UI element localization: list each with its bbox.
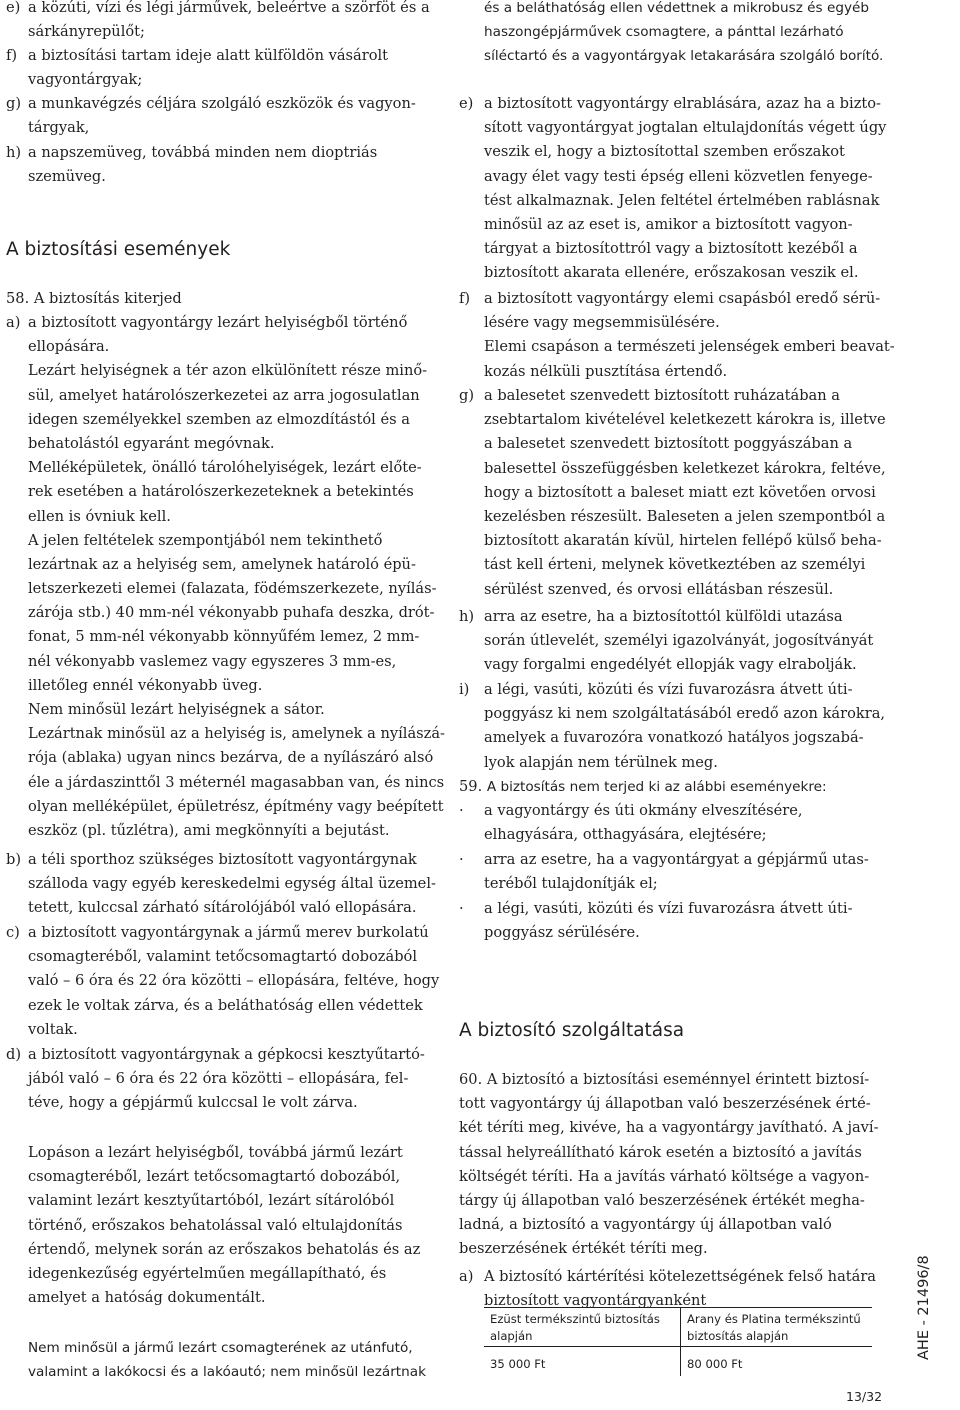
text-line: lésére vagy megsemmisülésére. (484, 314, 720, 332)
text-line: biztosított vagyontárgyanként (484, 1292, 707, 1310)
text-line: értendő, melynek során az erőszakos behatolás és az (28, 1240, 421, 1258)
item-label: g) (6, 95, 22, 112)
text-line: a munkavégzés céljára szolgáló eszközök és vagyon- (28, 95, 416, 112)
text-line: tárgyat a biztosítottról vagy a biztosított kezéből a (484, 240, 858, 258)
text-line: poggyász ki nem szolgáltatásából eredő azon károkra, (484, 705, 886, 723)
table-header-cell: Ezüst termékszintű biztosítás alapján (484, 1308, 681, 1347)
section-60 (459, 1068, 879, 1262)
text-line: Nem minősül lezárt helyiségnek a sátor. (28, 701, 325, 718)
text-line: rek esetében a határolószerkezeteknek a betekintés (28, 483, 414, 501)
text-line: amelyek a fuvarozóra vonatkozó hatályos jogszabá- (484, 729, 864, 747)
text-line: ladná, a biztosító a vagyontárgy új állapotban való (459, 1216, 832, 1234)
text-line: zárója stb.) 40 mm-nél vékonyabb puhafa deszka, drót- (28, 604, 435, 622)
text-line: eszköz (pl. tűzlétra), ami megkönnyíti a bejutást. (28, 821, 390, 839)
section-number: 59. (459, 778, 483, 795)
text-line: csomagteréből, lezárt tetőcsomagtartó dobozából, (28, 1168, 401, 1186)
text-line: Lezárt helyiségnek a tér azon elkülönített része minő- (28, 362, 428, 380)
text-line: sül, amelyet határolószerkezetei az arra jogosulatlan (28, 386, 420, 404)
text-line: idegen személyekkel szemben az elmozdítástól és a (28, 410, 410, 428)
text-line: A jelen feltételek szempontjából nem tekinthető (28, 531, 383, 549)
text-line: a biztosított vagyontárgynak a jármű merev burkolatú (28, 924, 429, 941)
text-line: amelyet a hatóság dokumentált. (28, 1289, 266, 1307)
text-line: a téli sporthoz szükséges biztosított vagyontárgynak (28, 851, 417, 868)
text-line: tott vagyontárgy új állapotban való beszerzésének érté- (459, 1095, 871, 1113)
text-line: kozás nélküli pusztítása értendő. (484, 362, 728, 380)
text-line: a biztosított vagyontárgy elrablására, azaz ha a bizto- (484, 95, 881, 112)
text-line: ezek le voltak zárva, és a beláthatóság ellen védettek (28, 996, 423, 1014)
item-label: f) (6, 47, 18, 64)
text-line: sárkányrepülőt; (28, 23, 145, 41)
continued-note (484, 0, 883, 69)
bullet-icon: · (459, 802, 464, 819)
text-line: minősül az az eset is, amikor a biztosított vagyon- (484, 215, 853, 233)
text-line: teréből tulajdonítják el; (484, 875, 658, 893)
section-heading-events: A biztosítási események (6, 239, 231, 260)
table-cell: 35 000 Ft (484, 1347, 681, 1377)
text-line: kezelésben részesült. Baleseten a jelen szempontból a (484, 507, 886, 525)
text-line: hogy a biztosított a baleset miatt ezt követően orvosi (484, 483, 876, 501)
text-line: éle a járdaszinttől 3 méternél magasabban van, és nincs (28, 773, 445, 791)
text-line: idegenkezűség egyértelműen megállapítható, és (28, 1264, 387, 1282)
text-line: poggyász sérülésére. (484, 924, 640, 942)
text-line: tárgyak, (28, 119, 90, 137)
text-line: és a beláthatóság ellen védettnek a mikrobusz és egyéb (484, 0, 869, 16)
item-label: h) (459, 608, 475, 625)
table-row (484, 1347, 872, 1377)
text-line: veszik el, hogy a biztosítottal szemben erőszakot (484, 143, 845, 161)
text-line: a biztosítási tartam ideje alatt külföldön vásárolt (28, 47, 389, 64)
text-line: nél vékonyabb vaslemez vagy egyszeres 3 mm-es, (28, 652, 397, 670)
bullet-icon: · (459, 900, 464, 917)
text-line: vagy forgalmi engedélyét ellopják vagy elrabolják. (484, 656, 857, 674)
text-line: fonat, 5 mm-nél vékonyabb könnyűfém lemez, 2 mm- (28, 628, 420, 646)
text-line: letszerkezeti elemei (falazata, födémszerkezete, nyílás- (28, 580, 437, 598)
bullet-icon: · (459, 851, 464, 868)
text-line: tést alkalmaznak. Jelen feltétel értelmében rablásnak (484, 191, 880, 209)
text-line: Melléképületek, önálló tárolóhelyiségek, lezárt előte- (28, 459, 422, 477)
theft-definition (28, 1141, 420, 1310)
document-code: AHE - 21496/8 (916, 1255, 932, 1360)
text-line: tást kell érteni, melynek következtében az személyi (484, 556, 866, 574)
item-label: h) (6, 144, 22, 161)
text-line: sérülést szenved, és orvosi ellátásban részesül. (484, 580, 834, 598)
text-line: csomagteréből, valamint tetőcsomagtartó dobozából (28, 948, 417, 966)
text-line: a vagyontárgy és úti okmány elveszítésére, (484, 802, 803, 819)
text-line: a közúti, vízi és légi járművek, beleértve a szörföt és a (28, 0, 430, 16)
text-line: szemüveg. (28, 168, 106, 186)
section-58-title (6, 287, 182, 311)
text-line: költségét téríti. Ha a javítás várható költsége a vagyon- (459, 1167, 870, 1185)
text-line: valamint a lakókocsi és a lakóautó; nem minősül lezártnak (28, 1364, 426, 1381)
text-line: behatolástól egyaránt megóvnak. (28, 434, 275, 452)
text-line: két téríti meg, kivéve, ha a vagyontárgy javítható. A javí- (459, 1119, 879, 1137)
text-line: vagyontárgyak; (28, 71, 143, 89)
text-line: tással helyreállítható károk esetén a biztosító a javítás (459, 1143, 862, 1161)
item-label: a) (6, 314, 21, 331)
text-line: sított vagyontárgyat jogtalan eltulajdonítás végett úgy (484, 119, 887, 137)
text-line: balesettel összefüggésben keletkezet károkra, feltéve, (484, 459, 886, 477)
text-line: Nem minősül a jármű lezárt csomagterének az utánfutó, (28, 1340, 413, 1356)
text-line: a biztosított vagyontárgynak a gépkocsi kesztyűtartó- (28, 1046, 425, 1063)
text-line: tárgy új állapotban való beszerzésének értékét megha- (459, 1191, 865, 1209)
section-title: A biztosítás nem terjed ki az alábbi eseményekre: (486, 779, 827, 795)
text-line: a légi, vasúti, közúti és vízi fuvarozásra átvett úti- (484, 681, 853, 698)
page-number: 13/32 (846, 1389, 883, 1404)
text-line: a biztosított vagyontárgy lezárt helyiségből történő (28, 314, 408, 331)
table-header-cell: Arany és Platina termékszintű biztosítás alapján (681, 1308, 873, 1347)
text-line: biztosított akaratán kívül, hirtelen fellépő külső beha- (484, 532, 882, 550)
text-line: síléctartó és a vagyontárgyak letakarására szolgáló borító. (484, 48, 884, 65)
text-line: szálloda vagy egyéb kereskedelmi egység által üzemel- (28, 875, 436, 893)
text-line: a biztosított vagyontárgy elemi csapásból eredő sérü- (484, 290, 881, 307)
text-line: rója (ablaka) ugyan nincs bezárva, de a nyílászáró alsó (28, 749, 434, 767)
text-line: téve, hogy a gépjármű kulccsal le volt zárva. (28, 1094, 358, 1112)
item-label: b) (6, 851, 22, 868)
item-label: c) (6, 924, 20, 941)
table-cell: 80 000 Ft (687, 1357, 743, 1371)
item-label: i) (459, 681, 470, 698)
limit-table (484, 1308, 872, 1376)
section-59-title (459, 775, 827, 799)
text-line: Lezártnak minősül az a helyiség is, amelynek a nyílászá- (28, 725, 445, 743)
text-line: során útlevelét, személyi igazolványát, jogosítványát (484, 632, 874, 650)
text-line: biztosított akarata ellenére, erőszakosan veszik el. (484, 264, 859, 282)
text-line: voltak. (28, 1020, 78, 1038)
text-line: avagy élet vagy testi épség elleni közvetlen fenyege- (484, 167, 873, 185)
exclusion-note (28, 1336, 426, 1384)
text-line: a balesetet szenvedett biztosított poggyászában a (484, 435, 853, 453)
item-label: e) (459, 95, 474, 112)
text-line: haszongépjárművek csomagtere, a pánttal lezárható (484, 24, 844, 41)
text-line: 60. A biztosító a biztosítási eseménnyel érintett biztosí- (459, 1071, 870, 1088)
text-line: olyan melléképület, épületrész, építmény vagy beépített (28, 797, 444, 815)
text-line: lyok alapján nem térülnek meg. (484, 753, 718, 771)
item-label: f) (459, 290, 471, 307)
item-label: g) (459, 387, 475, 404)
text-line: ellopására. (28, 338, 110, 356)
text-line: zsebtartalom kivételével keletkezett károkra is, illetve (484, 411, 886, 429)
text-line: arra az esetre, ha a biztosítottól külföldi utazása (484, 608, 843, 625)
text-line: a napszemüveg, továbbá minden nem dioptriás (28, 144, 378, 161)
text-line: illetőleg ennél vékonyabb üveg. (28, 676, 263, 694)
text-line: a légi, vasúti, közúti és vízi fuvarozásra átvett úti- (484, 900, 853, 917)
text-line: lezártnak az a helyiség sem, amelynek határoló épü- (28, 555, 416, 573)
text-line: a balesetet szenvedett biztosított ruházatában a (484, 387, 840, 404)
text-line: való – 6 óra és 22 óra közötti – ellopására, feltéve, hogy (28, 972, 440, 990)
text-line: A biztosító kártérítési kötelezettségének felső határa (484, 1268, 877, 1285)
text-line: beszerzésének értékét téríti meg. (459, 1240, 708, 1258)
text-line: Lopáson a lezárt helyiségből, továbbá jármű lezárt (28, 1144, 403, 1161)
table-header-row (484, 1308, 872, 1347)
section-heading-services: A biztosító szolgáltatása (459, 1020, 685, 1041)
item-label: e) (6, 0, 21, 16)
text-line: valamint lezárt kesztyűtartóból, lezárt sítárolóból (28, 1192, 395, 1210)
text-line: jából való – 6 óra és 22 óra közötti – ellopására, fel- (28, 1070, 409, 1088)
text-line: történő, erőszakos behatolással való eltulajdonítás (28, 1216, 403, 1234)
text-line: Elemi csapáson a természeti jelenségek emberi beavat- (484, 338, 895, 356)
item-label: d) (6, 1046, 22, 1063)
text-line: ellen is óvniuk kell. (28, 507, 171, 525)
text-line: 58. A biztosítás kiterjed (6, 290, 182, 307)
text-line: elhagyására, otthagyására, elejtésére; (484, 826, 767, 844)
item-label: a) (459, 1268, 474, 1285)
text-line: tetett, kulccsal zárható sítárolójából való ellopására. (28, 899, 417, 917)
text-line: arra az esetre, ha a vagyontárgyat a gépjármű utas- (484, 851, 869, 868)
